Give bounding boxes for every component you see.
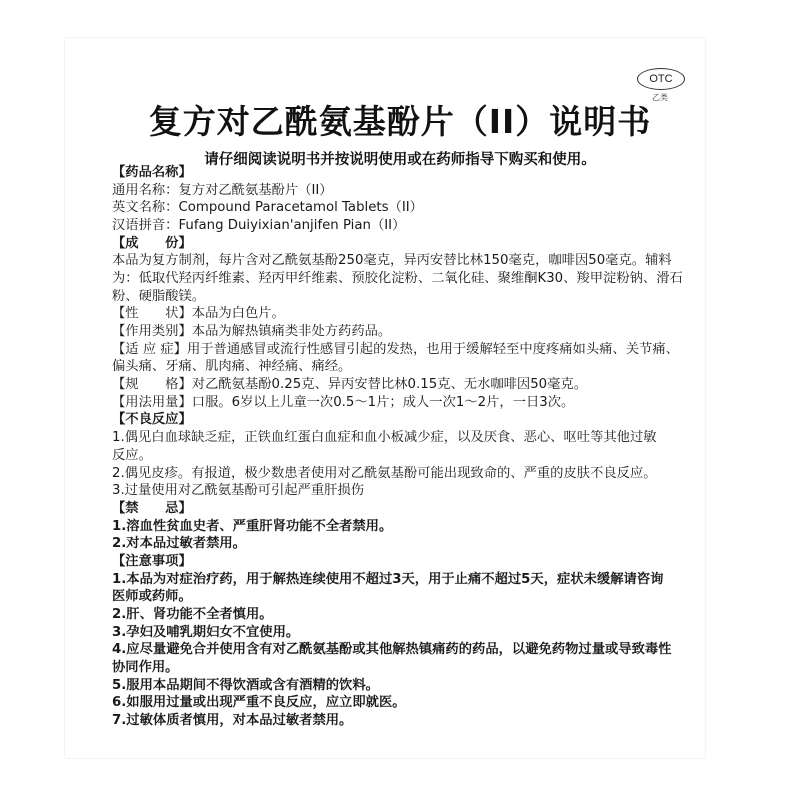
section-drug-name-heading: 【药品名称】 bbox=[112, 165, 192, 180]
ingredients-line-1: 本品为复方制剂，每片含对乙酰氨基酚250毫克，异丙安替比林150毫克，咖啡因50毫克。辅料 bbox=[112, 253, 672, 269]
otc-badge: OTC bbox=[637, 68, 685, 90]
section-ingredients-heading: 【成 份】 bbox=[112, 235, 192, 251]
otc-class-label: 乙类 bbox=[652, 93, 668, 102]
document-title: 复方对乙酰氨基酚片（II）说明书 bbox=[148, 102, 652, 141]
precaution-item-6: 6.如服用过量或出现严重不良反应，应立即就医。 bbox=[112, 695, 406, 711]
contraindication-item-2: 2.对本品过敏者禁用。 bbox=[112, 536, 246, 552]
precaution-item-7: 7.过敏体质者慎用，对本品过敏者禁用。 bbox=[112, 713, 353, 728]
specification-line: 【规 格】对乙酰氨基酚0.25克、异丙安替比林0.15克、无水咖啡因50毫克。 bbox=[112, 377, 588, 393]
description-line: 【性 状】本品为白色片。 bbox=[112, 306, 285, 322]
pinyin-name-line: 汉语拼音：Fufang Duiyixian'anjifen Pian（II） bbox=[112, 218, 406, 234]
ingredients-line-2: 为：低取代羟丙纤维素、羟丙甲纤维素、预胶化淀粉、二氧化硅、聚维酮K30、羧甲淀粉钠、滑石 bbox=[112, 271, 683, 287]
category-line: 【作用类别】本品为解热镇痛类非处方药药品。 bbox=[112, 324, 392, 340]
section-contraindications-heading: 【禁 忌】 bbox=[112, 500, 192, 516]
adverse-item-2: 2.偶见皮疹。有报道，极少数患者使用对乙酰氨基酚可能出现致命的、严重的皮肤不良反应。 bbox=[112, 465, 657, 481]
section-adverse-heading: 【不良反应】 bbox=[112, 412, 192, 428]
indications-line-2: 偏头痛、牙痛、肌肉痛、神经痛、痛经。 bbox=[112, 359, 352, 375]
contraindication-item-1: 1.溶血性贫血史者、严重肝肾功能不全者禁用。 bbox=[112, 518, 393, 534]
adverse-item-1-line-1: 1.偶见白血球缺乏症，正铁血红蛋白血症和血小板减少症，以及厌食、恶心、呕吐等其他过敏 bbox=[112, 430, 657, 446]
adverse-item-1-line-2: 反应。 bbox=[112, 447, 152, 463]
precaution-item-2: 2.肝、肾功能不全者慎用。 bbox=[112, 606, 273, 622]
precaution-item-4-line-2: 协同作用。 bbox=[112, 659, 179, 675]
precaution-item-3: 3.孕妇及哺乳期妇女不宜使用。 bbox=[112, 624, 300, 640]
generic-name-line: 通用名称：复方对乙酰氨基酚片（II） bbox=[112, 182, 333, 198]
dosage-line: 【用法用量】口服。6岁以上儿童一次0.5～1片；成人一次1～2片，一日3次。 bbox=[112, 394, 575, 410]
indications-line-1: 【适 应 症】用于普通感冒或流行性感冒引起的发热，也用于缓解轻至中度疼痛如头痛、关节痛、 bbox=[112, 341, 679, 357]
precaution-item-1-line-1: 1.本品为对症治疗药，用于解热连续使用不超过3天，用于止痛不超过5天，症状未缓解请咨询 bbox=[112, 571, 664, 587]
ingredients-line-3: 粉、硬脂酸镁。 bbox=[112, 288, 206, 304]
adverse-item-3: 3.过量使用对乙酰氨基酚可引起严重肝损伤 bbox=[112, 483, 365, 499]
precaution-item-4-line-1: 4.应尽量避免合并使用含有对乙酰氨基酚或其他解热镇痛药的药品，以避免药物过量或导致毒性 bbox=[112, 642, 672, 658]
document-subtitle: 请仔细阅读说明书并按说明使用或在药师指导下购买和使用。 bbox=[204, 152, 596, 168]
english-name-line: 英文名称：Compound Paracetamol Tablets（II） bbox=[112, 200, 423, 216]
precaution-item-5: 5.服用本品期间不得饮酒或含有酒精的饮料。 bbox=[112, 677, 379, 693]
section-precautions-heading: 【注意事项】 bbox=[112, 553, 192, 569]
precaution-item-1-line-2: 医师或药师。 bbox=[112, 589, 192, 605]
